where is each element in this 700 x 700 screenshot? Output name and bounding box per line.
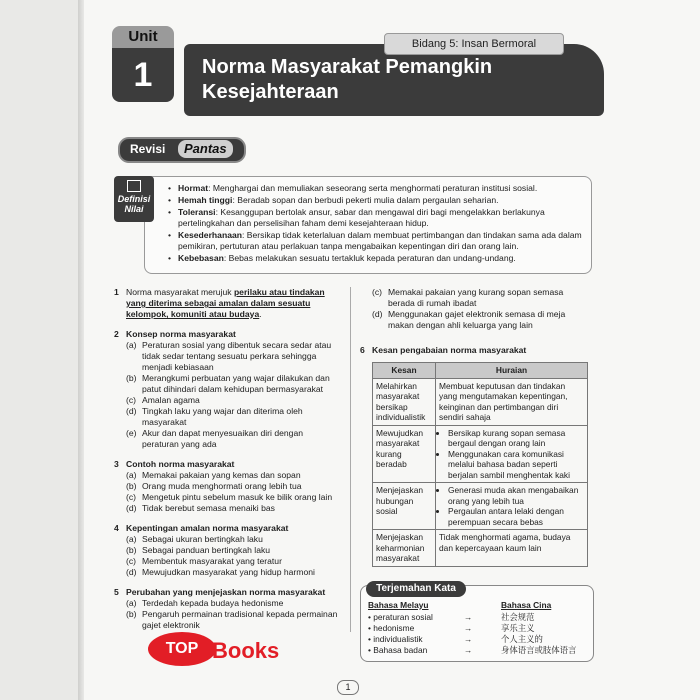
section-1: 1 Norma masyarakat merujuk perilaku atau tindakan yang diterima sebagai amalan dalam sesuatu kelompok, komuniti atau budaya. (114, 287, 325, 319)
list-item: (d) Menggunakan gajet elektronik semasa di meja makan dengan ahli keluarga yang lain (372, 309, 566, 330)
definisi-nilai-label: Definisi Nilai (117, 194, 151, 214)
list-item: (b) Pengaruh permainan tradisional kepada permainan gajet elektronik (126, 609, 338, 630)
unit-label: Unit (112, 26, 174, 48)
kesan-table (372, 362, 588, 567)
list-item: (c) Mengetuk pintu sebelum masuk ke bilik orang lain (126, 492, 333, 502)
bidang-badge: Bidang 5: Insan Bermoral (384, 33, 564, 55)
table-header-huraian: Huraian (436, 363, 588, 379)
section-5: 5 Perubahan yang menjejaskan norma masyarakat (a) Terdedah kepada budaya hedonisme (b) Pengaruh permainan tradisional kepada permainan gajet elektronik (114, 587, 342, 631)
page-number: 1 (337, 680, 359, 695)
section-5-continued (360, 287, 590, 331)
watermark-books: Books (212, 638, 280, 663)
watermark-top: TOP (148, 632, 216, 666)
list-item: (d) Tidak berebut semasa menaiki bas (126, 503, 275, 513)
definisi-list (168, 183, 586, 265)
definisi-item: • Toleransi: Kesanggupan bertolak ansur, sabar dan mengawal diri bagi mengelakkan berlakunya pertelingkahan dan perselisihan faham demi kesejahteraan hidup. (168, 207, 586, 229)
list-item: (d) Tingkah laku yang wajar dan diterima oleh masyarakat (126, 406, 303, 427)
table-header-kesan: Kesan (373, 363, 436, 379)
definisi-item: • Hemah tinggi: Beradab sopan dan berbudi pekerti mulia dalam pergaulan seharian. (168, 195, 586, 206)
list-item: (b) Orang muda menghormati orang lebih tua (126, 481, 302, 491)
table-row: Menjejaskan keharmonian masyarakat Tidak menghormati agama, budaya dan kepercayaan kaum lain (373, 530, 588, 567)
unit-number: 1 (112, 48, 174, 102)
list-item: (c) Membentuk masyarakat yang teratur (126, 556, 282, 566)
table-row: Menjejaskan hubungan sosial • Generasi muda akan mengabaikan orang yang lebih tua • Pergaulan antara lelaki dengan perempuan secara bebas (373, 483, 588, 530)
right-column (360, 287, 590, 365)
arrow-icon: → (464, 623, 473, 633)
revisi-word: Revisi (130, 142, 166, 156)
table-header-row (373, 363, 588, 379)
list-item: (c) Memakai pakaian yang kurang sopan semasa berada di rumah ibadat (372, 287, 564, 308)
revisi-pantas-banner (118, 137, 246, 163)
section-2: 2 Konsep norma masyarakat (a) Peraturan sosial yang dibentuk secara sedar atau tidak sedar tentang sesuatu perkara sehingga menjadi kebiasaan (b) Merangkumi perbuatan yang wajar dilakukan dan patut dihindari dalam kehidupan bermasyarakat (c) Amalan agama (d) Tingkah laku yang wajar dan diterima oleh masyarakat (e) Akur dan dapat menyesuaikan diri dengan peraturan yang ada (114, 329, 342, 450)
arrow-icon: → (464, 612, 473, 622)
definisi-item: • Kesederhanaan: Bersikap tidak keterlaluan dalam membuat pertimbangan dan tindakan sama ada dalam pemikiran, pertuturan atau perlakuan tanpa mengabaikan kepentingan diri dan orang lain. (168, 230, 586, 252)
pantas-word: Pantas (178, 140, 233, 158)
topbooks-watermark (148, 632, 278, 666)
column-divider (350, 287, 351, 632)
list-item: (a) Memakai pakaian yang kemas dan sopan (126, 470, 301, 480)
table-row: Mewujudkan masyarakat kurang beradab • Bersikap kurang sopan semasa bergaul dengan orang lain • Menggunakan cara komunikasi melalui bahasa badan seperti berjalan sambil menghentak kaki (373, 425, 588, 483)
definisi-nilai-icon (114, 176, 154, 222)
terjemahan-title: Terjemahan Kata (366, 581, 466, 597)
col-bahasa-cina: Bahasa Cina (501, 600, 552, 610)
section-3: 3 Contoh norma masyarakat (a) Memakai pakaian yang kemas dan sopan (b) Orang muda menghormati orang lebih tua (c) Mengetuk pintu sebelum masuk ke bilik orang lain (d) Tidak berebut semasa menaiki bas (114, 459, 342, 514)
arrow-icon: → (464, 634, 473, 644)
list-item: (b) Sebagai panduan bertingkah laku (126, 545, 271, 555)
section-4: 4 Kepentingan amalan norma masyarakat (a) Sebagai ukuran bertingkah laku (b) Sebagai panduan bertingkah laku (c) Membentuk masyarakat yang teratur (d) Mewujudkan masyarakat yang hidup harmoni (114, 523, 342, 578)
list-item: (c) Amalan agama (126, 395, 200, 405)
table-row: Melahirkan masyarakat bersikap individualistik Membuat keputusan dan tindakan yang mengutamakan kepentingan, keinginan dan pertimbangan diri sendiri sahaja (373, 378, 588, 425)
list-item: (a) Sebagai ukuran bertingkah laku (126, 534, 263, 544)
page-title: Norma Masyarakat Pemangkin Kesejahteraan (202, 56, 493, 103)
left-column (114, 287, 342, 640)
list-item: (e) Akur dan dapat menyesuaikan diri dengan peraturan yang ada (126, 428, 304, 449)
document-icon (127, 180, 141, 192)
section-6: 6 Kesan pengabaian norma masyarakat (360, 345, 527, 355)
list-item: (b) Merangkumi perbuatan yang wajar dilakukan dan patut dihindari dalam kehidupan bermasyarakat (126, 373, 330, 394)
arrow-icon: → (464, 645, 473, 655)
definisi-item: • Hormat: Menghargai dan memuliakan seseorang serta menghormati peraturan institusi sosial. (168, 183, 586, 194)
list-item: (d) Mewujudkan masyarakat yang hidup harmoni (126, 567, 315, 577)
definisi-item: • Kebebasan: Bebas melakukan sesuatu tertakluk kepada peraturan dan undang-undang. (168, 253, 586, 264)
list-item: (a) Terdedah kepada budaya hedonisme (126, 598, 284, 608)
list-item: (a) Peraturan sosial yang dibentuk secara sedar atau tidak sedar tentang sesuatu perkara sehingga menjadi kebiasaan (126, 340, 332, 372)
col-bahasa-melayu: Bahasa Melayu (368, 600, 429, 610)
